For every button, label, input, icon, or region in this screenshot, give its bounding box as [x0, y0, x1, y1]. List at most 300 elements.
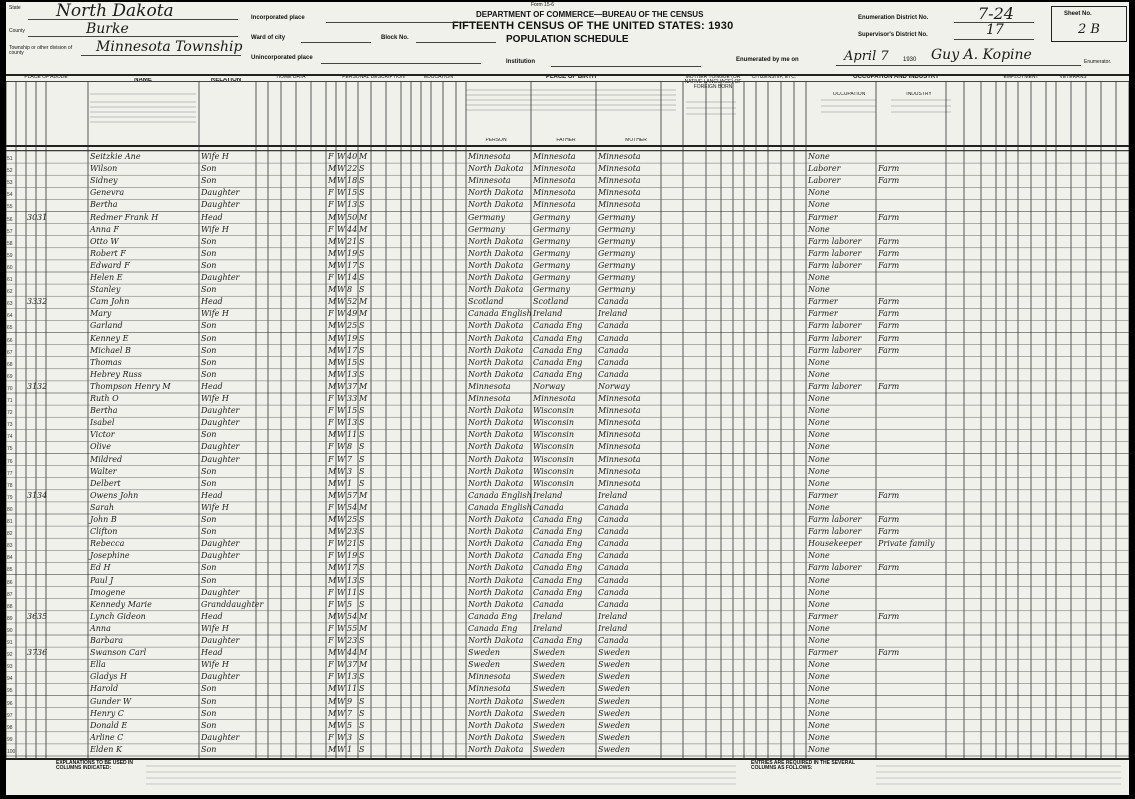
row-father-birthplace: Canada Eng [533, 539, 583, 549]
row-race: W [337, 454, 346, 464]
row-line-number: 62 [7, 289, 13, 296]
row-father-birthplace: Canada Eng [533, 527, 583, 537]
row-relation: Daughter [201, 200, 240, 210]
row-marital-status: S [359, 357, 365, 367]
row-occupation: Housekeeper [808, 539, 862, 549]
row-age: 55 [347, 623, 358, 633]
row-father-birthplace: Wisconsin [533, 442, 575, 452]
row-mother-birthplace: Sweden [598, 732, 631, 742]
row-marital-status: S [359, 369, 365, 379]
row-age: 57 [347, 490, 358, 500]
row-name: Henry C [90, 708, 124, 718]
row-occupation: None [808, 418, 830, 428]
enum-district-value: 7-24 [978, 4, 1014, 23]
row-relation: Daughter [201, 418, 240, 428]
row-occupation: Laborer [808, 164, 841, 174]
row-line-number: 75 [7, 446, 13, 453]
row-sex: F [328, 406, 334, 416]
row-father-birthplace: Canada [533, 502, 564, 512]
row-sex: M [328, 164, 337, 174]
row-mother-birthplace: Ireland [598, 490, 628, 500]
row-mother-birthplace: Germany [598, 212, 635, 222]
row-father-birthplace: Wisconsin [533, 418, 575, 428]
row-marital-status: S [359, 708, 365, 718]
row-race: W [337, 369, 346, 379]
row-occupation: Farm laborer [808, 260, 862, 270]
row-age: 8 [347, 285, 353, 295]
row-line-number: 56 [7, 216, 13, 223]
row-relation: Head [201, 212, 223, 222]
row-industry: Farm [878, 381, 900, 391]
row-marital-status: S [359, 684, 365, 694]
row-sex: F [328, 394, 334, 403]
row-mother-birthplace: Sweden [598, 684, 631, 694]
employment-header: EMPLOYMENT [1003, 75, 1039, 80]
row-mother-birthplace: Minnesota [598, 406, 641, 416]
row-marital-status: S [359, 260, 365, 270]
row-mother-birthplace: Minnesota [598, 418, 641, 428]
table-row [6, 417, 1129, 429]
row-marital-status: S [359, 636, 365, 645]
row-relation: Daughter [201, 551, 240, 561]
row-line-number: 74 [7, 434, 13, 441]
table-row [6, 454, 1129, 466]
row-line-number: 91 [7, 640, 13, 646]
place-of-birth-header: PLACE OF BIRTH [545, 75, 597, 80]
row-name: Harold [90, 684, 119, 694]
row-name: Sarah [90, 502, 114, 512]
table-row [6, 199, 1129, 211]
row-line-number: 69 [7, 373, 13, 380]
row-marital-status: S [359, 188, 365, 198]
row-relation: Head [201, 648, 223, 658]
row-race: W [337, 418, 346, 428]
row-mother-birthplace: Germany [598, 236, 635, 246]
row-age: 19 [347, 248, 358, 258]
row-father-birthplace: Canada Eng [533, 321, 583, 331]
row-birthplace: North Dakota [468, 357, 524, 367]
row-birthplace: Scotland [468, 297, 504, 307]
row-age: 5 [347, 599, 353, 609]
row-race: W [337, 575, 346, 585]
row-birthplace: North Dakota [468, 369, 524, 379]
row-father-birthplace: Germany [533, 273, 570, 282]
row-age: 15 [347, 406, 358, 416]
row-relation: Son [201, 260, 217, 270]
row-mother-birthplace: Minnesota [598, 188, 641, 198]
row-birthplace: Germany [468, 224, 505, 234]
row-birthplace: North Dakota [468, 321, 524, 331]
row-father-birthplace: Sweden [533, 720, 566, 730]
row-industry: Farm [878, 563, 900, 573]
table-row [6, 260, 1129, 272]
row-relation: Daughter [201, 539, 240, 549]
row-marital-status: M [359, 394, 368, 403]
table-row [6, 320, 1129, 332]
row-race: W [337, 430, 346, 440]
row-marital-status: M [359, 297, 368, 307]
table-row [6, 369, 1129, 381]
table-row [6, 345, 1129, 357]
row-occupation: None [808, 575, 830, 585]
relation-header: RELATION [210, 78, 242, 83]
table-row [6, 296, 1129, 308]
table-row [6, 212, 1129, 224]
row-mother-birthplace: Minnesota [598, 394, 641, 403]
form-number: Form 15-6 [531, 2, 555, 8]
census-sheet [6, 2, 1129, 795]
row-family-number: 36 [37, 648, 48, 658]
row-age: 15 [347, 188, 358, 198]
row-occupation: None [808, 587, 830, 597]
row-marital-status: S [359, 236, 365, 246]
row-birthplace: North Dakota [468, 636, 524, 645]
row-mother-birthplace: Canada [598, 369, 629, 379]
row-marital-status: S [359, 430, 365, 440]
row-marital-status: M [359, 648, 368, 658]
supervisor-label: Supervisor's District No. [858, 32, 928, 38]
row-occupation: None [808, 660, 830, 670]
row-sex: M [328, 611, 337, 621]
row-race: W [337, 660, 346, 670]
father-header: FATHER [556, 138, 576, 143]
table-row [6, 599, 1129, 611]
row-relation: Son [201, 369, 217, 379]
row-father-birthplace: Canada Eng [533, 357, 583, 367]
row-name: Hebrey Russ [90, 369, 142, 379]
row-age: 13 [347, 575, 358, 585]
row-line-number: 54 [7, 192, 13, 199]
row-mother-birthplace: Ireland [598, 611, 628, 621]
row-occupation: Farm laborer [808, 515, 862, 524]
row-marital-status: S [359, 587, 365, 597]
row-line-number: 83 [7, 543, 13, 550]
row-marital-status: S [359, 720, 365, 730]
table-row [6, 163, 1129, 175]
row-race: W [337, 636, 346, 645]
row-line-number: 59 [7, 252, 13, 259]
row-birthplace: North Dakota [468, 406, 524, 416]
person-header: PERSON [485, 138, 507, 143]
row-race: W [337, 708, 346, 718]
incorporated-label: Incorporated place [251, 15, 305, 21]
row-occupation: None [808, 224, 830, 234]
row-name: Arline C [90, 732, 124, 742]
row-marital-status: S [359, 563, 365, 573]
row-birthplace: North Dakota [468, 696, 524, 706]
row-age: 33 [347, 394, 358, 403]
row-relation: Son [201, 708, 217, 718]
row-age: 19 [347, 551, 358, 561]
row-relation: Son [201, 333, 217, 343]
row-mother-birthplace: Minnesota [598, 200, 641, 210]
row-family-number: 32 [37, 297, 48, 307]
unincorporated-label: Unincorporated place [251, 55, 313, 61]
row-name: Barbara [90, 636, 123, 645]
row-name: Seitzkie Ane [90, 152, 141, 161]
row-line-number: 70 [7, 385, 13, 392]
row-marital-status: M [359, 309, 368, 319]
row-sex: M [328, 490, 337, 500]
row-dwelling-number: 33 [27, 297, 38, 307]
home-data-header: HOME DATA [276, 75, 306, 80]
row-birthplace: North Dakota [468, 200, 524, 210]
row-line-number: 98 [7, 724, 13, 731]
row-race: W [337, 551, 346, 561]
row-occupation: None [808, 672, 830, 682]
row-name: Genevra [90, 188, 125, 198]
row-line-number: 77 [7, 470, 13, 477]
institution-label: Institution [506, 59, 535, 65]
row-line-number: 72 [7, 410, 13, 417]
row-industry: Private family [878, 539, 935, 549]
row-mother-birthplace: Sweden [598, 708, 631, 718]
row-birthplace: Sweden [468, 660, 501, 670]
row-sex: M [328, 515, 337, 524]
mother-tongue-header: MOTHER TONGUE (OR NATIVE LANGUAGE) OF FOREIGN BORN [684, 75, 742, 90]
row-relation: Wife H [201, 623, 229, 633]
supervisor-value: 17 [986, 22, 1004, 38]
row-industry: Farm [878, 515, 900, 524]
row-occupation: None [808, 285, 830, 295]
row-name: Stanley [90, 285, 121, 295]
row-race: W [337, 285, 346, 295]
row-industry: Farm [878, 176, 900, 186]
row-marital-status: M [359, 490, 368, 500]
row-sex: F [328, 273, 334, 282]
row-father-birthplace: Sweden [533, 672, 566, 682]
row-occupation: Farmer [808, 611, 838, 621]
row-age: 22 [347, 164, 358, 174]
row-age: 21 [347, 539, 358, 549]
row-mother-birthplace: Minnesota [598, 152, 641, 161]
row-race: W [337, 623, 346, 633]
table-row [6, 429, 1129, 441]
row-father-birthplace: Wisconsin [533, 466, 575, 476]
table-row [6, 441, 1129, 453]
row-industry: Farm [878, 236, 900, 246]
row-relation: Wife H [201, 660, 229, 670]
row-marital-status: S [359, 515, 365, 524]
ward-label: Ward of city [251, 35, 286, 41]
table-row [6, 236, 1129, 248]
row-dwelling-number: 31 [27, 490, 38, 500]
row-mother-birthplace: Ireland [598, 309, 628, 319]
row-line-number: 68 [7, 361, 13, 368]
row-mother-birthplace: Germany [598, 248, 635, 258]
row-father-birthplace: Germany [533, 260, 570, 270]
row-sex: M [328, 297, 337, 307]
row-birthplace: Canada Eng [468, 623, 518, 633]
row-sex: F [328, 502, 334, 512]
row-occupation: None [808, 599, 830, 609]
row-race: W [337, 684, 346, 694]
row-occupation: None [808, 200, 830, 210]
row-line-number: 65 [7, 325, 13, 332]
row-father-birthplace: Minnesota [533, 188, 576, 198]
row-sex: F [328, 587, 334, 597]
row-relation: Wife H [201, 502, 229, 512]
row-birthplace: North Dakota [468, 732, 524, 742]
row-race: W [337, 527, 346, 537]
row-name: Elden K [90, 744, 122, 754]
row-occupation: None [808, 636, 830, 645]
table-row [6, 550, 1129, 562]
row-name: Robert F [90, 248, 126, 258]
row-birthplace: North Dakota [468, 575, 524, 585]
row-line-number: 78 [7, 482, 13, 489]
row-birthplace: Canada English [468, 490, 532, 500]
row-mother-birthplace: Canada [598, 587, 629, 597]
row-birthplace: North Dakota [468, 285, 524, 295]
row-relation: Head [201, 490, 223, 500]
row-name: Owens John [90, 490, 139, 500]
row-relation: Son [201, 684, 217, 694]
row-sex: M [328, 345, 337, 355]
row-line-number: 64 [7, 313, 13, 320]
row-line-number: 66 [7, 337, 13, 344]
row-mother-birthplace: Minnesota [598, 430, 641, 440]
footer-fineprint [146, 760, 1126, 792]
row-relation: Son [201, 478, 217, 488]
row-father-birthplace: Wisconsin [533, 478, 575, 488]
row-father-birthplace: Canada Eng [533, 369, 583, 379]
row-age: 54 [347, 611, 358, 621]
row-father-birthplace: Wisconsin [533, 454, 575, 464]
row-father-birthplace: Canada Eng [533, 345, 583, 355]
row-birthplace: Sweden [468, 648, 501, 658]
row-age: 7 [347, 454, 353, 464]
table-row [6, 708, 1129, 720]
row-sex: M [328, 563, 337, 573]
row-sex: M [328, 478, 337, 488]
row-birthplace: Minnesota [468, 672, 511, 682]
schedule-subtitle: POPULATION SCHEDULE [506, 34, 629, 45]
row-occupation: None [808, 696, 830, 706]
row-race: W [337, 442, 346, 452]
row-age: 44 [347, 224, 358, 234]
row-sex: F [328, 418, 334, 428]
table-row [6, 526, 1129, 538]
row-age: 37 [347, 660, 358, 670]
row-race: W [337, 563, 346, 573]
row-line-number: 87 [7, 591, 13, 598]
row-industry: Farm [878, 321, 900, 331]
row-line-number: 81 [7, 519, 13, 525]
row-sex: M [328, 696, 337, 706]
row-race: W [337, 212, 346, 222]
row-father-birthplace: Sweden [533, 696, 566, 706]
place-of-abode-header: PLACE OF ABODE [24, 75, 68, 80]
row-father-birthplace: Minnesota [533, 164, 576, 174]
row-relation: Son [201, 357, 217, 367]
table-row [6, 357, 1129, 369]
row-occupation: Farm laborer [808, 381, 862, 391]
row-father-birthplace: Germany [533, 236, 570, 246]
table-row [6, 393, 1129, 405]
row-name: Mary [90, 309, 112, 319]
row-relation: Son [201, 744, 217, 754]
row-marital-status: S [359, 418, 365, 428]
row-occupation: None [808, 442, 830, 452]
row-name: Bertha [90, 200, 118, 210]
row-line-number: 97 [7, 712, 13, 719]
row-sex: F [328, 551, 334, 561]
row-relation: Son [201, 236, 217, 246]
row-occupation: None [808, 466, 830, 476]
row-marital-status: S [359, 466, 365, 476]
enumerated-label: Enumerated by me on [736, 57, 799, 63]
row-industry: Farm [878, 527, 900, 537]
row-race: W [337, 720, 346, 730]
table-row [6, 333, 1129, 345]
row-occupation: None [808, 188, 830, 198]
row-sex: M [328, 357, 337, 367]
row-mother-birthplace: Minnesota [598, 466, 641, 476]
row-relation: Daughter [201, 587, 240, 597]
row-race: W [337, 490, 346, 500]
row-race: W [337, 381, 346, 391]
row-relation: Son [201, 321, 217, 331]
row-relation: Granddaughter [201, 599, 264, 609]
row-mother-birthplace: Sweden [598, 648, 631, 658]
row-race: W [337, 236, 346, 246]
row-birthplace: North Dakota [468, 478, 524, 488]
row-name: Lynch Gideon [90, 611, 146, 621]
row-father-birthplace: Sweden [533, 708, 566, 718]
row-industry: Farm [878, 164, 900, 174]
row-age: 25 [347, 515, 358, 524]
row-mother-birthplace: Ireland [598, 623, 628, 633]
row-age: 13 [347, 200, 358, 210]
row-mother-birthplace: Canada [598, 357, 629, 367]
row-marital-status: M [359, 502, 368, 512]
row-relation: Daughter [201, 454, 240, 464]
row-line-number: 60 [7, 264, 13, 271]
row-age: 14 [347, 273, 358, 282]
table-row [6, 562, 1129, 574]
row-father-birthplace: Ireland [533, 623, 563, 633]
row-mother-birthplace: Minnesota [598, 164, 641, 174]
row-occupation: Farmer [808, 212, 838, 222]
row-line-number: 82 [7, 531, 13, 538]
row-line-number: 52 [7, 168, 13, 175]
row-mother-birthplace: Sweden [598, 672, 631, 682]
row-sex: M [328, 381, 337, 391]
state-value: North Dakota [56, 2, 174, 21]
row-birthplace: North Dakota [468, 236, 524, 246]
row-marital-status: S [359, 527, 365, 537]
row-line-number: 55 [7, 204, 13, 211]
row-birthplace: North Dakota [468, 539, 524, 549]
row-birthplace: North Dakota [468, 720, 524, 730]
table-row [6, 611, 1129, 623]
row-sex: M [328, 236, 337, 246]
row-marital-status: S [359, 345, 365, 355]
row-sex: F [328, 660, 334, 670]
row-line-number: 80 [7, 506, 13, 513]
row-sex: M [328, 333, 337, 343]
row-line-number: 88 [7, 603, 13, 610]
table-row [6, 514, 1129, 526]
row-age: 15 [347, 357, 358, 367]
row-birthplace: North Dakota [468, 273, 524, 282]
occupation-sub-header: OCCUPATION [832, 92, 866, 97]
row-mother-birthplace: Germany [598, 224, 635, 234]
row-family-number: 34 [37, 490, 48, 500]
row-marital-status: S [359, 478, 365, 488]
row-mother-birthplace: Germany [598, 285, 635, 295]
